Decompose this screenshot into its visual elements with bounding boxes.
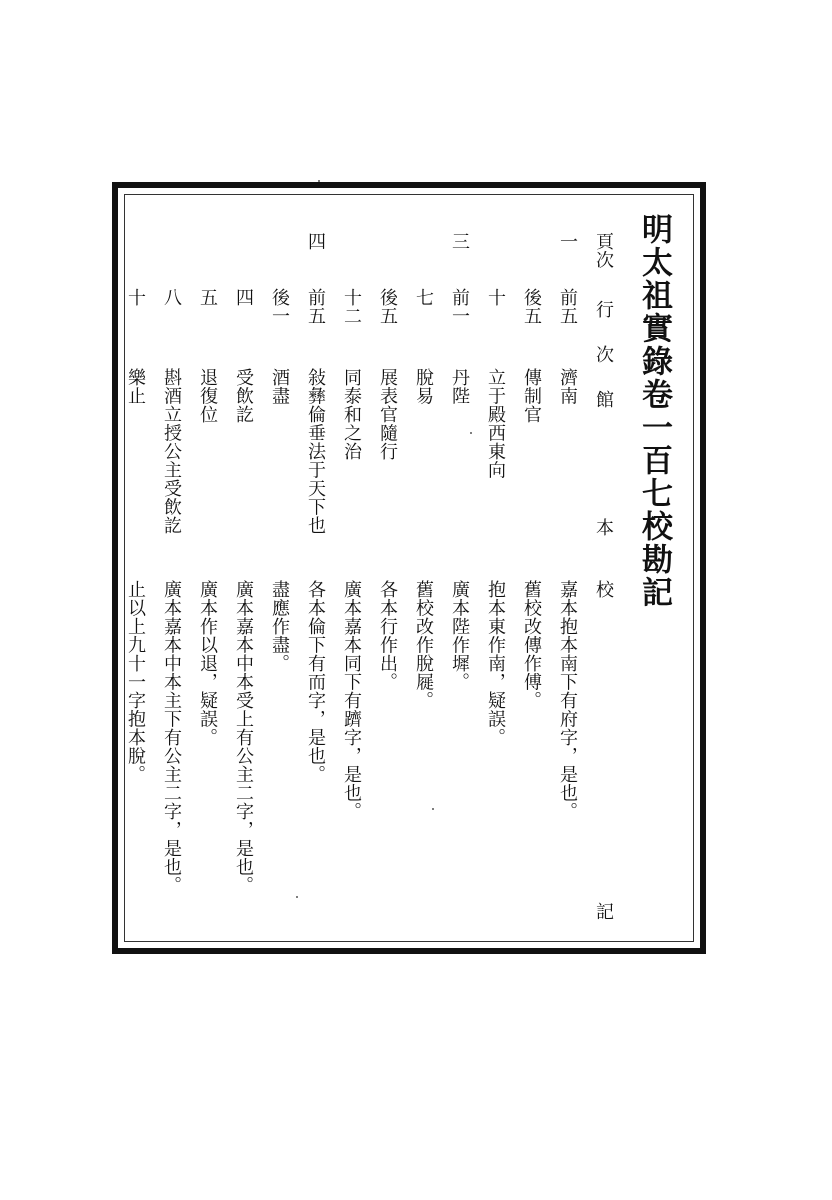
header-edition: 館 xyxy=(593,390,614,409)
entry-text: 同泰和之治 xyxy=(341,368,362,461)
header-char: 次 xyxy=(593,345,614,364)
entry-text: 濟南 xyxy=(557,368,578,405)
entry-collation-note: 廣本陛作墀。 xyxy=(449,580,470,691)
entry-page-number: 四 xyxy=(305,232,326,251)
entry-line-number: 八 xyxy=(161,288,182,307)
entry-page-number: 一 xyxy=(557,232,578,251)
ink-speck xyxy=(470,432,472,434)
entry-line-number: 七 xyxy=(413,288,434,307)
entry-collation-note: 各本倫下有而字，是也。 xyxy=(305,580,326,784)
entry-text: 立于殿西東向 xyxy=(485,368,506,479)
entry-line-number: 四 xyxy=(233,288,254,307)
ink-speck xyxy=(318,180,320,182)
entry-text: 敍彝倫垂法于天下也 xyxy=(305,368,326,535)
entry-page-number: 三 xyxy=(449,232,470,251)
header-record: 記 xyxy=(593,902,614,921)
entry-text: 受飲訖 xyxy=(233,368,254,424)
entry-collation-note: 廣本嘉本中本受上有公主二字，是也。 xyxy=(233,580,254,895)
entry-text: 斟酒立授公主受飲訖 xyxy=(161,368,182,535)
header-row: 行 xyxy=(593,300,614,319)
entry-text: 丹陛 xyxy=(449,368,470,405)
entry-collation-note: 抱本東作南，疑誤。 xyxy=(485,580,506,747)
header-collation: 校 xyxy=(593,580,614,599)
entry-line-number: 十 xyxy=(485,288,506,307)
entry-line-number: 前一 xyxy=(449,288,470,325)
entry-text: 退復位 xyxy=(197,368,218,424)
entry-text: 樂止 xyxy=(125,368,146,405)
entry-collation-note: 舊校改作脫屣。 xyxy=(413,580,434,710)
document-title: 明太祖實錄卷一百七校勘記 xyxy=(636,213,672,609)
entry-text: 展表官隨行 xyxy=(377,368,398,461)
entry-collation-note: 廣本嘉本中本主下有公主二字，是也。 xyxy=(161,580,182,895)
ink-speck xyxy=(432,808,434,810)
header-page-line: 頁次 xyxy=(593,232,614,269)
header-base: 本 xyxy=(593,518,614,537)
entry-line-number: 十二 xyxy=(341,288,362,325)
entry-line-number: 後一 xyxy=(269,288,290,325)
entry-line-number: 十 xyxy=(125,288,146,307)
entry-line-number: 後五 xyxy=(521,288,542,325)
entry-line-number: 後五 xyxy=(377,288,398,325)
entry-line-number: 前五 xyxy=(305,288,326,325)
entry-text: 傳制官 xyxy=(521,368,542,424)
entry-text: 酒盡 xyxy=(269,368,290,405)
entry-text: 脫易 xyxy=(413,368,434,405)
entry-line-number: 前五 xyxy=(557,288,578,325)
entry-line-number: 五 xyxy=(197,288,218,307)
entry-collation-note: 嘉本抱本南下有府字，是也。 xyxy=(557,580,578,821)
entry-collation-note: 舊校改傳作傅。 xyxy=(521,580,542,710)
entry-collation-note: 盡應作盡。 xyxy=(269,580,290,673)
ink-speck xyxy=(296,896,298,898)
entry-collation-note: 各本行作出。 xyxy=(377,580,398,691)
entry-collation-note: 止以上九十一字抱本脫。 xyxy=(125,580,146,784)
entry-collation-note: 廣本作以退，疑誤。 xyxy=(197,580,218,747)
entry-collation-note: 廣本嘉本同下有躋字，是也。 xyxy=(341,580,362,821)
